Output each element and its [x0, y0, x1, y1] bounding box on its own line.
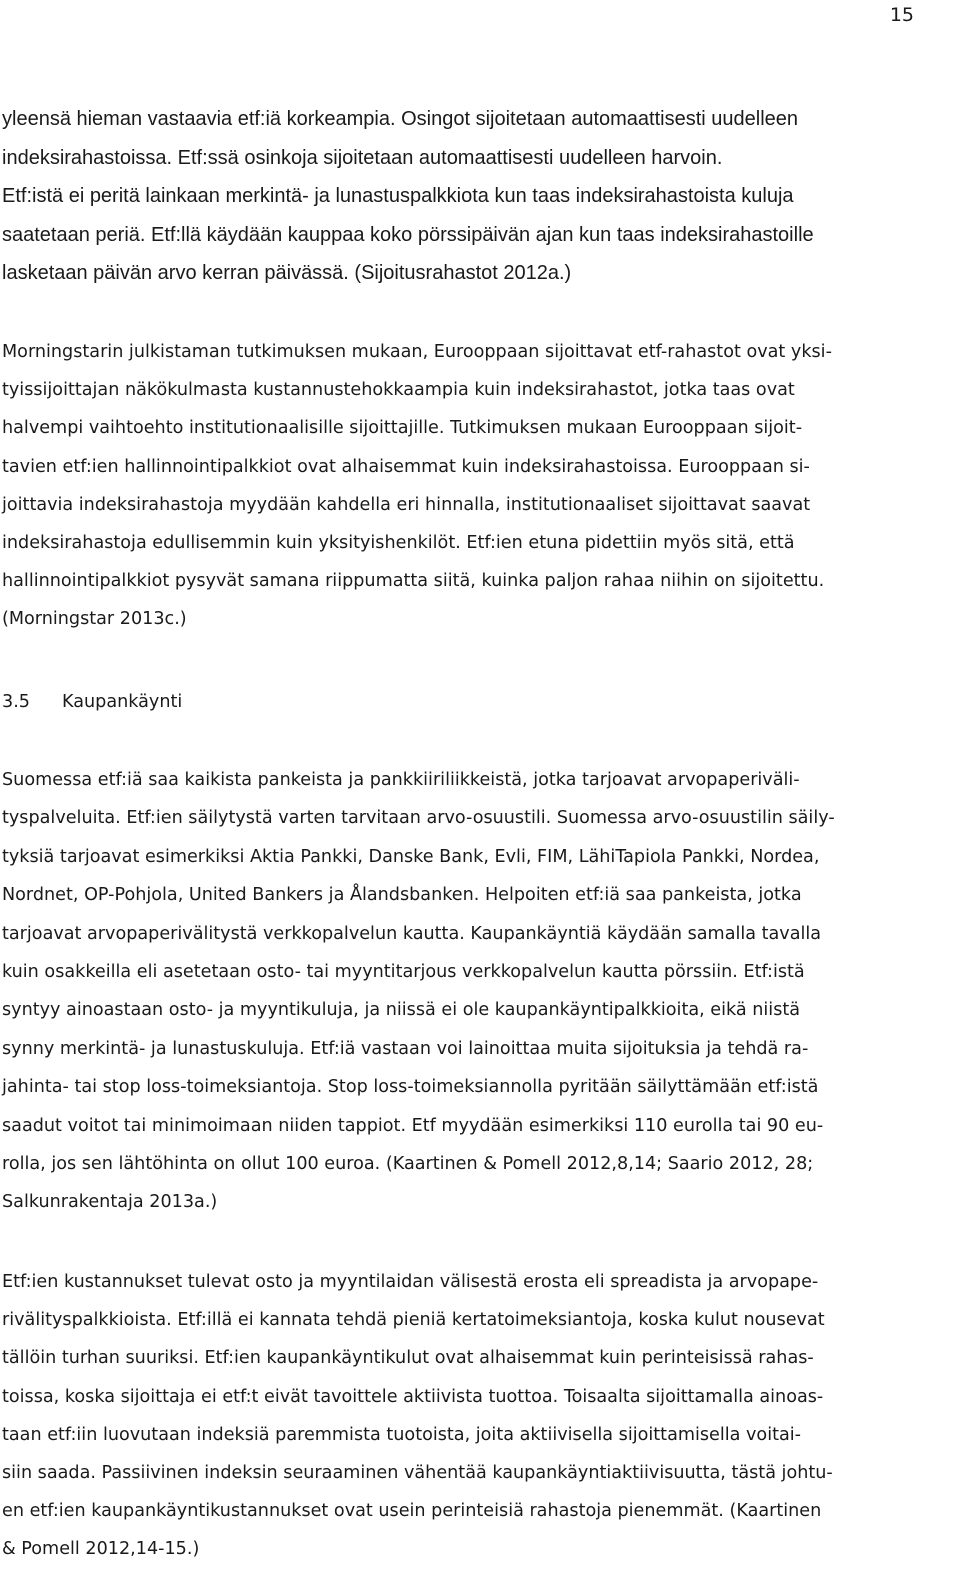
paragraph-line: yleensä hieman vastaavia etf:iä korkeampia. Osingot sijoitetaan automaattisesti uudelleen	[2, 108, 799, 130]
paragraph-line: tyissijoittajan näkökulmasta kustannustehokkaampia kuin indeksirahastot, jotka taas ovat	[2, 380, 795, 401]
paragraph-line: en etf:ien kaupankäyntikustannukset ovat usein perinteisiä rahastoja pienemmät. (Kaartinen	[2, 1501, 822, 1522]
paragraph-line: & Pomell 2012,14-15.)	[2, 1539, 200, 1560]
paragraph-line: syntyy ainoastaan osto- ja myyntikuluja, ja niissä ei ole kaupankäyntipalkkioita, eikä niistä	[2, 1000, 801, 1021]
section-heading	[2, 690, 182, 714]
paragraph-line: lasketaan päivän arvo kerran päivässä. (Sijoitusrahastot 2012a.)	[2, 262, 572, 284]
page-number: 15	[889, 4, 914, 26]
paragraph-line: saatetaan periä. Etf:llä käydään kauppaa koko pörssipäivän ajan kun taas indeksirahastoille	[2, 223, 814, 246]
paragraph-line: kuin osakkeilla eli asetetaan osto- tai myyntitarjous verkkopalvelun kautta pörssiin. Etf:istä	[2, 962, 805, 982]
paragraph-line: tarjoavat arvopaperivälitystä verkkopalvelun kautta. Kaupankäyntiä käydään samalla tavalla	[2, 923, 822, 944]
paragraph-line: tyksiä tarjoavat esimerkiksi Aktia Pankki, Danske Bank, Evli, FIM, LähiTapiola Pankki, Nordea,	[2, 846, 820, 867]
paragraph-line: halvempi vaihtoehto institutionaalisille sijoittajille. Tutkimuksen mukaan Eurooppaan sijoit-	[2, 418, 803, 439]
paragraph-line: Etf:istä ei peritä lainkaan merkintä- ja lunastuspalkkiota kun taas indeksirahastoista kuluja	[2, 185, 794, 207]
paragraph-line: siin saada. Passiivinen indeksin seuraaminen vähentää kaupankäyntiaktiivisuutta, tästä johtu-	[2, 1463, 833, 1483]
section-title: Kaupankäynti	[62, 692, 183, 712]
paragraph-line: rolla, jos sen lähtöhinta on ollut 100 euroa. (Kaartinen & Pomell 2012,8,14; Saario 2012, 28;	[2, 1154, 814, 1174]
paragraph-line: Salkunrakentaja 2013a.)	[2, 1192, 218, 1213]
paragraph-line: indeksirahastoissa. Etf:ssä osinkoja sijoitetaan automaattisesti uudelleen harvoin.	[2, 146, 723, 169]
paragraph-line: hallinnointipalkkiot pysyvät samana riippumatta siitä, kuinka paljon rahaa niihin on sijoitettu.	[2, 571, 825, 592]
paragraph-line: tällöin turhan suuriksi. Etf:ien kaupankäyntikulut ovat alhaisemmat kuin perinteisissä rahas-	[2, 1348, 814, 1369]
paragraph-line: tyspalveluita. Etf:ien säilytystä varten tarvitaan arvo-osuustili. Suomessa arvo-osuustilin säily-	[2, 808, 835, 829]
paragraph-line: jahinta- tai stop loss-toimeksiantoja. Stop loss-toimeksiannolla pyritään säilyttämään etf:istä	[2, 1077, 819, 1098]
paragraph-line: tavien etf:ien hallinnointipalkkiot ovat alhaisemmat kuin indeksirahastoissa. Eurooppaan si-	[2, 456, 810, 477]
paragraph-line: synny merkintä- ja lunastuskuluja. Etf:iä vastaan voi lainoittaa muita sijoituksia ja tehdä ra-	[2, 1038, 809, 1059]
paragraph-line: taan etf:iin luovutaan indeksiä paremmista tuotoista, joita aktiivisella sijoittamisella voitai-	[2, 1424, 801, 1445]
paragraph-line: Etf:ien kustannukset tulevat osto ja myyntilaidan välisestä erosta eli spreadista ja arvopape-	[2, 1272, 819, 1292]
paragraph-line: toissa, koska sijoittaja ei etf:t eivät tavoittele aktiivista tuottoa. Toisaalta sijoittamalla ainoas-	[2, 1386, 824, 1407]
paragraph-line: saadut voitot tai minimoimaan niiden tappiot. Etf myydään esimerkiksi 110 eurolla tai 90 eu-	[2, 1115, 824, 1136]
paragraph-line: indeksirahastoja edullisemmin kuin yksityishenkilöt. Etf:ien etuna pidettiin myös sitä, että	[2, 533, 795, 553]
paragraph-line: Nordnet, OP-Pohjola, United Bankers ja Ålandsbanken. Helpoiten etf:iä saa pankeista, jotka	[2, 885, 802, 906]
paragraph-line: joittavia indeksirahastoja myydään kahdella eri hinnalla, institutionaaliset sijoittavat saavat	[2, 494, 811, 515]
paragraph-line: rivälityspalkkioista. Etf:illä ei kannata tehdä pieniä kertatoimeksiantoja, koska kulut nousevat	[2, 1310, 825, 1331]
paragraph-line: (Morningstar 2013c.)	[2, 609, 187, 630]
paragraph-line: Morningstarin julkistaman tutkimuksen mukaan, Eurooppaan sijoittavat etf-rahastot ovat yksi-	[2, 342, 832, 362]
section-number: 3.5	[2, 692, 30, 712]
paragraph-line: Suomessa etf:iä saa kaikista pankeista ja pankkiiriliikkeistä, jotka tarjoavat arvopaperiväli-	[2, 770, 800, 790]
